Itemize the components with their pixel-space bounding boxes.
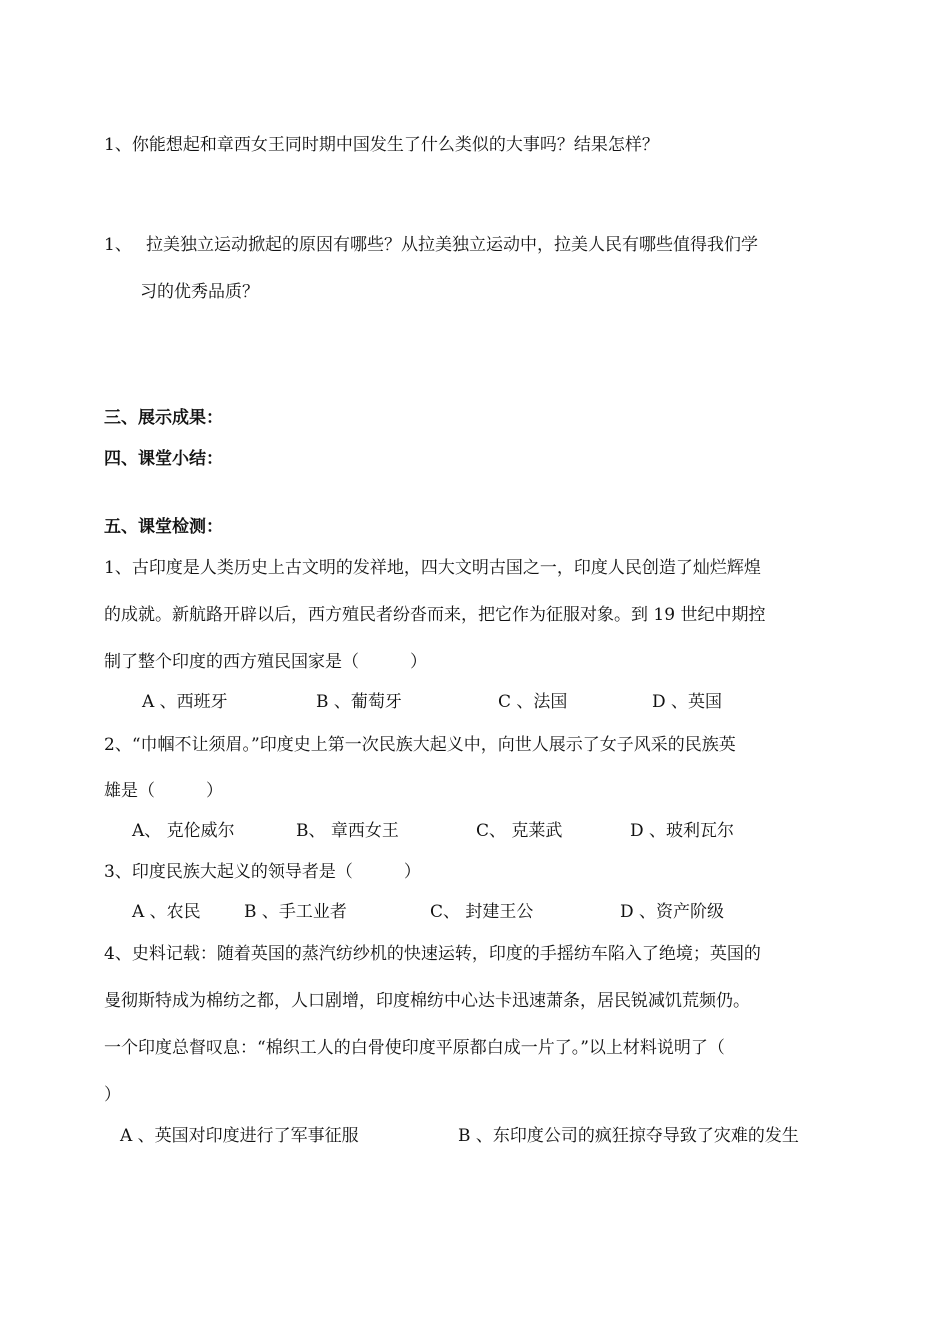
question-1-line2: 的成就。新航路开辟以后，西方殖民者纷沓而来，把它作为征服对象。到 19 世纪中期控 — [104, 605, 766, 625]
question-2-option-d: D 、玻利瓦尔 — [630, 821, 735, 841]
question-1-option-b: B 、葡萄牙 — [316, 692, 402, 712]
question-1-line3: 制了整个印度的西方殖民国家是（ ） — [104, 652, 427, 672]
question-3-option-c: C、 封建王公 — [430, 902, 534, 922]
section-heading-3: 三、展示成果： — [104, 408, 223, 428]
question-3-line1: 3、印度民族大起义的领导者是（ ） — [104, 862, 421, 882]
question-4-line1: 4、史料记载：随着英国的蒸汽纺纱机的快速运转，印度的手摇纺车陷入了绝境；英国的 — [104, 944, 761, 964]
discussion-q2-line2: 习的优秀品质？ — [140, 282, 259, 302]
question-2-option-b: B、 章西女王 — [296, 821, 399, 841]
question-1-option-d: D 、英国 — [652, 692, 723, 712]
question-4-option-b: B 、东印度公司的疯狂掠夺导致了灾难的发生 — [458, 1126, 799, 1146]
question-4-option-a: A 、英国对印度进行了军事征服 — [120, 1126, 359, 1146]
discussion-q2-line1: 拉美独立运动掀起的原因有哪些？从拉美独立运动中，拉美人民有哪些值得我们学 — [146, 235, 758, 255]
question-1-line1: 1、古印度是人类历史上古文明的发祥地，四大文明古国之一，印度人民创造了灿烂辉煌 — [104, 558, 761, 578]
question-2-option-a: A、 克伦威尔 — [132, 821, 235, 841]
question-2-option-c: C、 克莱武 — [476, 821, 563, 841]
question-4-line4: ） — [104, 1085, 121, 1105]
question-1-option-c: C 、法国 — [498, 692, 568, 712]
question-4-line3: 一个印度总督叹息：“棉织工人的白骨使印度平原都白成一片了。”以上材料说明了（ — [104, 1038, 725, 1058]
question-4-line2: 曼彻斯特成为棉纺之都，人口剧增，印度棉纺中心达卡迅速萧条，居民锐减饥荒频仍。 — [104, 991, 750, 1011]
question-3-option-a: A 、农民 — [132, 902, 201, 922]
question-3-option-b: B 、手工业者 — [244, 902, 347, 922]
discussion-q2-number: 1、 — [104, 235, 132, 255]
discussion-q1: 1、你能想起和章西女王同时期中国发生了什么类似的大事吗？结果怎样？ — [104, 135, 659, 155]
question-3-option-d: D 、资产阶级 — [620, 902, 725, 922]
section-heading-5: 五、课堂检测： — [104, 517, 223, 537]
section-heading-4: 四、课堂小结： — [104, 449, 223, 469]
question-1-option-a: A 、西班牙 — [142, 692, 228, 712]
question-2-line2: 雄是（ ） — [104, 781, 223, 801]
question-2-line1: 2、“巾帼不让须眉。”印度史上第一次民族大起义中，向世人展示了女子风采的民族英 — [104, 735, 736, 755]
